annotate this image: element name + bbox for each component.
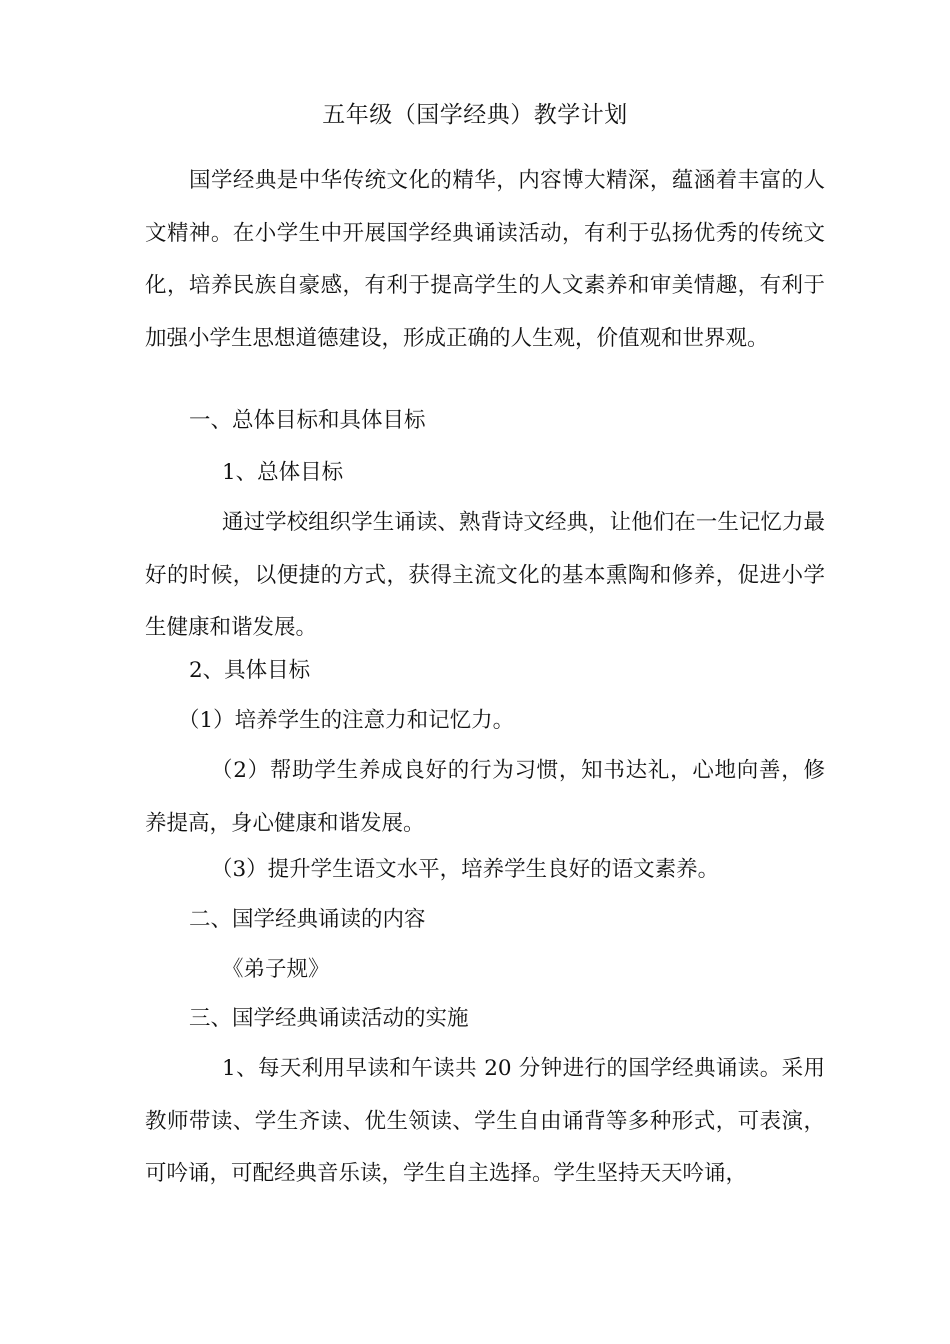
- section3-item1-paragraph: 1、每天利用早读和午读共 20 分钟进行的国学经典诵读。采用教师带读、学生齐读、优生领读、学生自由诵背等多种形式，可表演，可吟诵，可配经典音乐读，学生自主选择。学生坚持天天吟诵，: [145, 1056, 825, 1186]
- sub2-heading: 2、具体目标: [189, 658, 311, 683]
- section2-content: 《弟子规》: [222, 957, 330, 982]
- goal3-paragraph: （3）提升学生语文水平，培养学生良好的语文素养。: [211, 857, 720, 882]
- intro-paragraph: 国学经典是中华传统文化的精华，内容博大精深，蕴涵着丰富的人文精神。在小学生中开展国学经典诵读活动，有利于弘扬优秀的传统文化，培养民族自豪感，有利于提高学生的人文素养和审美情趣，有利于加强小学生思想道德建设，形成正确的人生观，价值观和世界观。: [145, 168, 825, 351]
- goal1-paragraph: （1）培养学生的注意力和记忆力。: [178, 708, 515, 733]
- section1-heading: 一、总体目标和具体目标: [189, 408, 426, 433]
- sub1-heading: 1、总体目标: [222, 460, 344, 485]
- document-title: 五年级（国学经典）教学计划: [322, 102, 628, 128]
- section2-heading: 二、国学经典诵读的内容: [189, 907, 426, 932]
- section3-heading: 三、国学经典诵读活动的实施: [189, 1006, 469, 1031]
- sub1-paragraph: 通过学校组织学生诵读、熟背诗文经典，让他们在一生记忆力最好的时候，以便捷的方式，获得主流文化的基本熏陶和修养，促进小学生健康和谐发展。: [145, 510, 825, 640]
- goal2-paragraph: （2）帮助学生养成良好的行为习惯，知书达礼，心地向善，修养提高，身心健康和谐发展。: [145, 758, 825, 836]
